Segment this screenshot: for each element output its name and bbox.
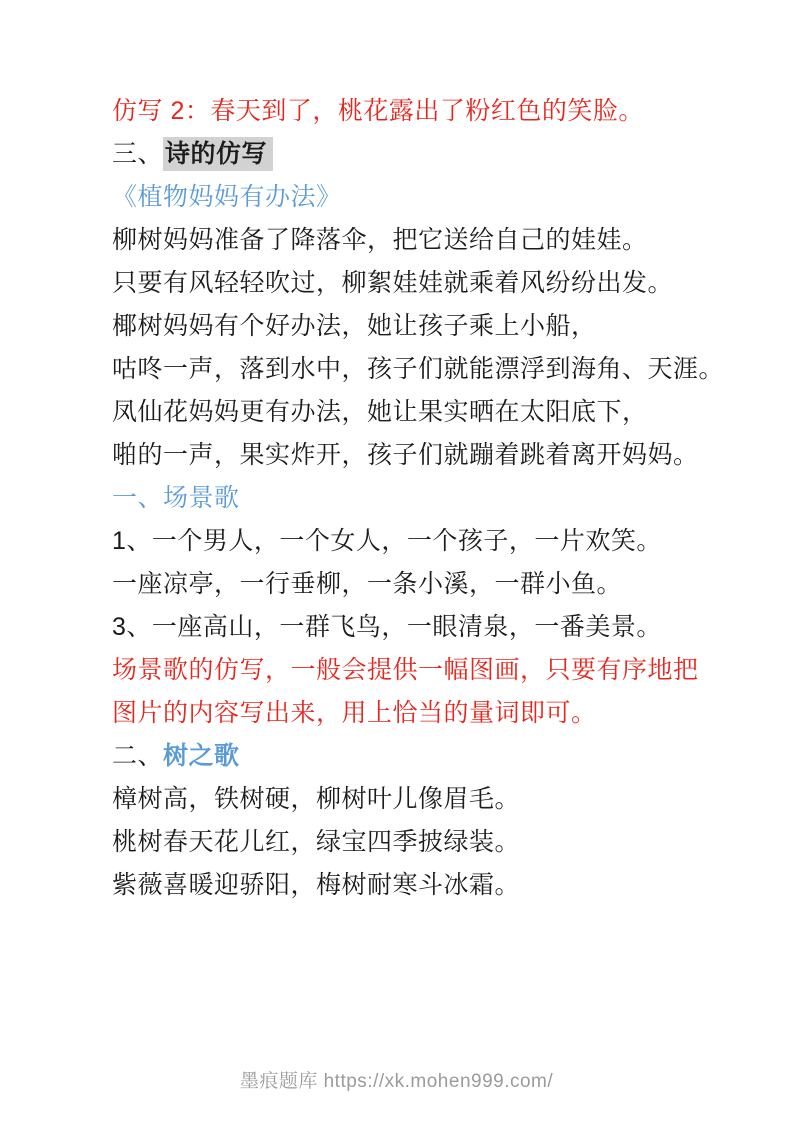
section-title-highlighted: 诗的仿写 xyxy=(163,137,273,171)
tree-song-line: 桃树春天花儿红，绿宝四季披绿装。 xyxy=(112,828,521,856)
section-heading-scene-song: 一、场景歌 xyxy=(112,484,240,512)
poem-line: 柳树妈妈准备了降落伞，把它送给自己的娃娃。 xyxy=(112,226,648,254)
scene-song-line: 1、一个男人，一个女人，一个孩子，一片欢笑。 xyxy=(112,527,662,555)
section-heading-poem-mimicry xyxy=(112,133,693,176)
tree-song-line: 紫薇喜暖迎骄阳，梅树耐寒斗冰霜。 xyxy=(112,871,521,899)
scene-song-note-line: 图片的内容写出来，用上恰当的量词即可。 xyxy=(112,699,597,727)
section-heading-tree-song xyxy=(112,735,693,778)
poem-title: 《植物妈妈有办法》 xyxy=(112,183,342,211)
poem-line: 只要有风轻轻吹过，柳絮娃娃就乘着风纷纷出发。 xyxy=(112,269,674,297)
scene-song-note-line: 场景歌的仿写，一般会提供一幅图画，只要有序地把 xyxy=(112,656,699,684)
section-number: 二、 xyxy=(112,742,164,770)
poem-line: 椰树妈妈有个好办法，她让孩子乘上小船， xyxy=(112,312,597,340)
poem-line: 咕咚一声，落到水中，孩子们就能漂浮到海角、天涯。 xyxy=(112,355,725,383)
poem-line: 啪的一声，果实炸开，孩子们就蹦着跳着离开妈妈。 xyxy=(112,441,699,469)
scene-song-line: 一座凉亭，一行垂柳，一条小溪，一群小鱼。 xyxy=(112,570,623,598)
mimic-example-line: 仿写 2：春天到了，桃花露出了粉红色的笑脸。 xyxy=(112,97,644,125)
scene-song-line: 3、一座高山，一群飞鸟，一眼清泉，一番美景。 xyxy=(112,613,662,641)
poem-line: 凤仙花妈妈更有办法，她让果实晒在太阳底下， xyxy=(112,398,648,426)
footer-credit: 墨痕题库 https://xk.mohen999.com/ xyxy=(239,1071,554,1092)
section-title: 树之歌 xyxy=(163,742,240,770)
tree-song-line: 樟树高，铁树硬，柳树叶儿像眉毛。 xyxy=(112,785,521,813)
section-number: 三、 xyxy=(112,140,164,168)
